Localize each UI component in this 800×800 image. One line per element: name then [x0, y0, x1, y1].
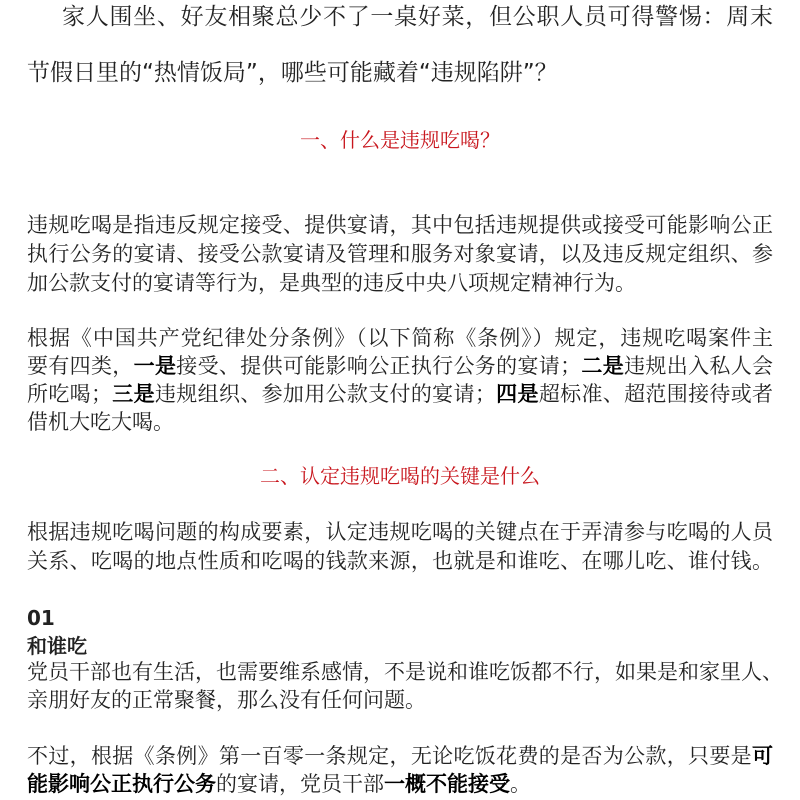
text-line: [27, 686, 773, 714]
text-segment: 执行公务的宴请、接受公款宴请及管理和服务对象宴请，以及违反规定组织、参: [27, 242, 773, 266]
text-segment: 根据违规吃喝问题的构成要素，认定违规吃喝的关键点在于弄清参与吃喝的人员: [27, 520, 773, 544]
text-segment: 根据《中国共产党纪律处分条例》（以下简称《条例》）规定，违规吃喝案件主: [27, 326, 773, 350]
text-segment: 关系、吃喝的地点性质和吃喝的钱款来源，也就是和谁吃、在哪儿吃、谁付钱。: [27, 549, 773, 573]
bold-text: 一是: [133, 354, 177, 378]
text-segment: 家人围坐、好友相聚总少不了一桌好菜，但公职人员可得警惕：周末: [62, 4, 773, 30]
text-line: [27, 518, 773, 546]
text-segment: 亲朋好友的正常聚餐，那么没有任何问题。: [27, 688, 426, 712]
text-segment: 违规组织、参加用公款支付的宴请；: [154, 382, 496, 406]
bold-text: 可: [752, 744, 773, 768]
text-segment: 和谁吃: [27, 634, 87, 658]
text-segment: 党员干部也有生活，也需要维系感情，不是说和谁吃饭都不行，如果是和家里人、: [27, 660, 783, 684]
text-segment: 接受、提供可能影响公正执行公务的宴请；: [176, 354, 582, 378]
bold-text: 四是: [495, 382, 539, 406]
text-segment: 违规出入私人会: [624, 354, 774, 378]
subsection-heading: [27, 604, 773, 632]
text-segment: 的宴请，党员干部: [216, 772, 384, 796]
bold-text: 一概不能接受: [384, 772, 510, 796]
text-line: [27, 658, 783, 686]
text-segment: 01: [27, 606, 55, 630]
text-segment: 超标准、超范围接待或者: [538, 382, 774, 406]
text-line: [27, 352, 773, 380]
bold-text: 二是: [581, 354, 625, 378]
section-heading: [27, 462, 773, 490]
text-segment: 二、认定违规吃喝的关键是什么: [260, 464, 540, 488]
text-line: [27, 58, 773, 88]
text-segment: 要有四类，: [27, 354, 134, 378]
text-line: [27, 240, 773, 268]
bold-text: 能影响公正执行公务: [27, 772, 216, 796]
text-line: [27, 547, 773, 575]
text-line: [27, 324, 773, 352]
bold-text: 三是: [111, 382, 155, 406]
text-segment: 违规吃喝是指违反规定接受、提供宴请，其中包括违规提供或接受可能影响公正: [27, 213, 773, 237]
text-line: [27, 380, 773, 408]
text-line: [27, 742, 773, 770]
text-line: [27, 770, 773, 798]
text-segment: 借机大吃大喝。: [27, 410, 174, 434]
text-segment: 一、什么是违规吃喝？: [300, 128, 500, 152]
text-segment: 所吃喝；: [27, 382, 112, 406]
text-segment: 加公款支付的宴请等行为，是典型的违反中央八项规定精神行为。: [27, 271, 636, 295]
text-line: [27, 211, 773, 239]
text-line: [62, 2, 773, 32]
text-line: [27, 408, 773, 436]
subsection-heading: [27, 632, 773, 660]
text-segment: 。: [510, 772, 531, 796]
text-segment: 节假日里的“热情饭局”，哪些可能藏着“违规陷阱”？: [27, 60, 558, 86]
text-line: [27, 269, 773, 297]
text-segment: 不过，根据《条例》第一百零一条规定，无论吃饭花费的是否为公款，只要是: [27, 744, 752, 768]
section-heading: [27, 126, 773, 154]
